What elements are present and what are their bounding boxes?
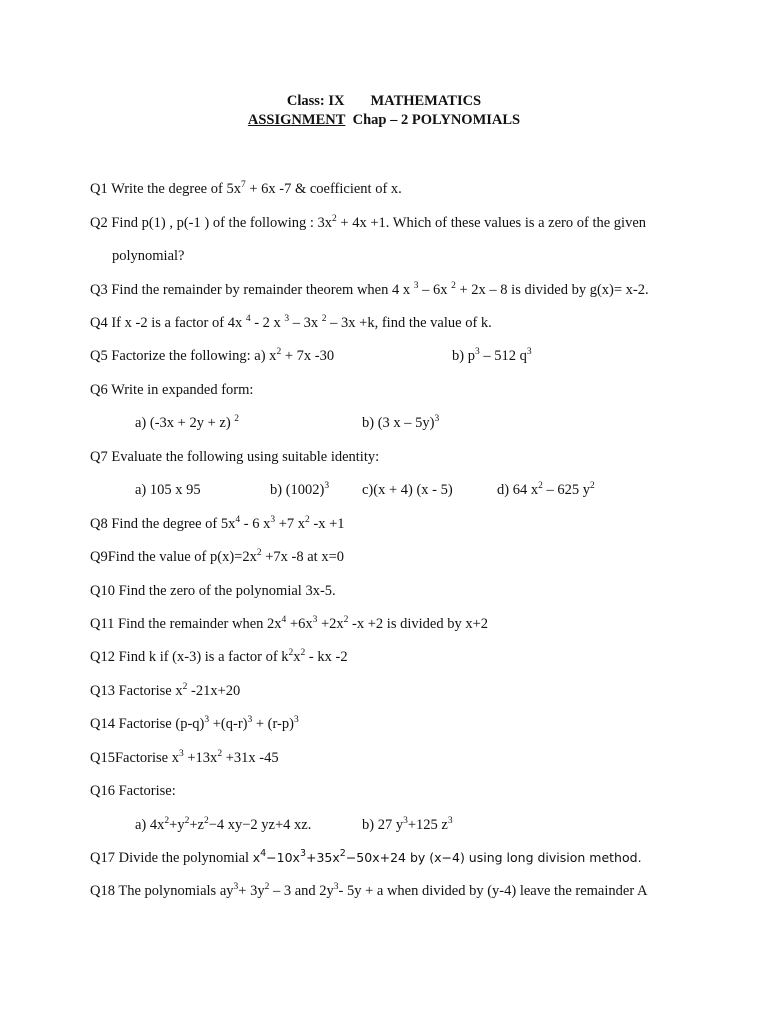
question-7-part-a: a) 105 x 95 bbox=[135, 482, 201, 498]
class-label: Class: IX bbox=[286, 93, 345, 109]
question-9: Q9Find the value of $p(x)=2x^2 +7x$ -8 at x=0 bbox=[90, 548, 344, 565]
question-13: Q13 Factorise $x^2$ -21x+20 bbox=[90, 682, 241, 699]
question-11: Q11 Find the remainder when $2x^4 +6x^3 +2x^2$ -x +2 is divided by x+2 bbox=[90, 615, 489, 632]
question-7-part-c: c)(x + 4) (x - 5) bbox=[362, 482, 453, 498]
question-16-part-b: b) 27 $y^3+125$ $z^3$ bbox=[362, 816, 453, 833]
question-16: Q16 Factorise: bbox=[90, 783, 176, 799]
question-15: Q15Factorise $x^3 +13x^2 +31x$ -45 bbox=[90, 749, 279, 766]
question-2-continuation: polynomial? bbox=[112, 248, 185, 264]
question-14: Q14 Factorise $(p-q)^3 +(q-r)^3 + (r-p)^3$ bbox=[90, 715, 299, 732]
header-title-line bbox=[0, 112, 768, 129]
question-6-part-a: a) (-3x + 2y + z) $^2$ bbox=[135, 414, 240, 431]
assignment-label: ASSIGNMENT bbox=[247, 112, 346, 128]
subject-label: MATHEMATICS bbox=[370, 93, 482, 109]
question-5: Q5 Factorize the following: a) $x^2 + 7x$ -30 bbox=[90, 347, 335, 364]
question-6-part-b: b) (3 x – 5y)$^3$ bbox=[362, 414, 440, 431]
question-8: Q8 Find the degree of $5x^4 - 6$ $x^3 +7$ $x^2$ -x +1 bbox=[90, 515, 345, 532]
question-6: Q6 Write in expanded form: bbox=[90, 382, 254, 398]
question-7: Q7 Evaluate the following using suitable identity: bbox=[90, 449, 380, 465]
question-3: Q3 Find the remainder by remainder theorem when 4 x $^3$ – 6x $^2$ + 2x – 8 is divided by g(x)= x-2. bbox=[90, 281, 649, 298]
chapter-label: Chap – 2 POLYNOMIALS bbox=[352, 112, 521, 128]
question-4: Q4 If x -2 is a factor of 4x $^4$ - 2 x $^3$ – 3x $^2$ – 3x +k, find the value of k. bbox=[90, 314, 492, 331]
question-12: Q12 Find k if (x-3) is a factor of $k^2x^2$ - kx -2 bbox=[90, 648, 348, 665]
question-10: Q10 Find the zero of the polynomial 3x-5. bbox=[90, 583, 336, 599]
question-5-part-b: b) $p^3 - 512$ $q^3$ bbox=[452, 347, 532, 364]
question-7-part-d: d) 64 $x^2 - 625$ $y^2$ bbox=[497, 481, 595, 498]
question-1: Q1 Write the degree of $5x^7 + 6x$ -7 & coefficient of x. bbox=[90, 180, 402, 197]
question-7-part-b: b) $(1002)^3$ bbox=[270, 481, 330, 498]
question-16-part-a: a) $4x^2+y^2+z^2-4$ xy−2 yz+4 xz. bbox=[135, 816, 312, 833]
header-class-line bbox=[0, 93, 768, 110]
question-2: Q2 Find p(1) , p(-1 ) of the following : $3x^2 + 4x +1$. Which of these values is a zero of the given bbox=[90, 214, 647, 231]
question-17: Q17 Divide the polynomial $x^4-10x^3+35x^2-50x+24$ by (x−4) using long division method. bbox=[90, 848, 642, 866]
question-18: Q18 The polynomials $ay^3+ 3y^2 - 3$ and $2y^3-$ 5y + a when divided by (y-4) leave the remainder A bbox=[90, 882, 648, 899]
